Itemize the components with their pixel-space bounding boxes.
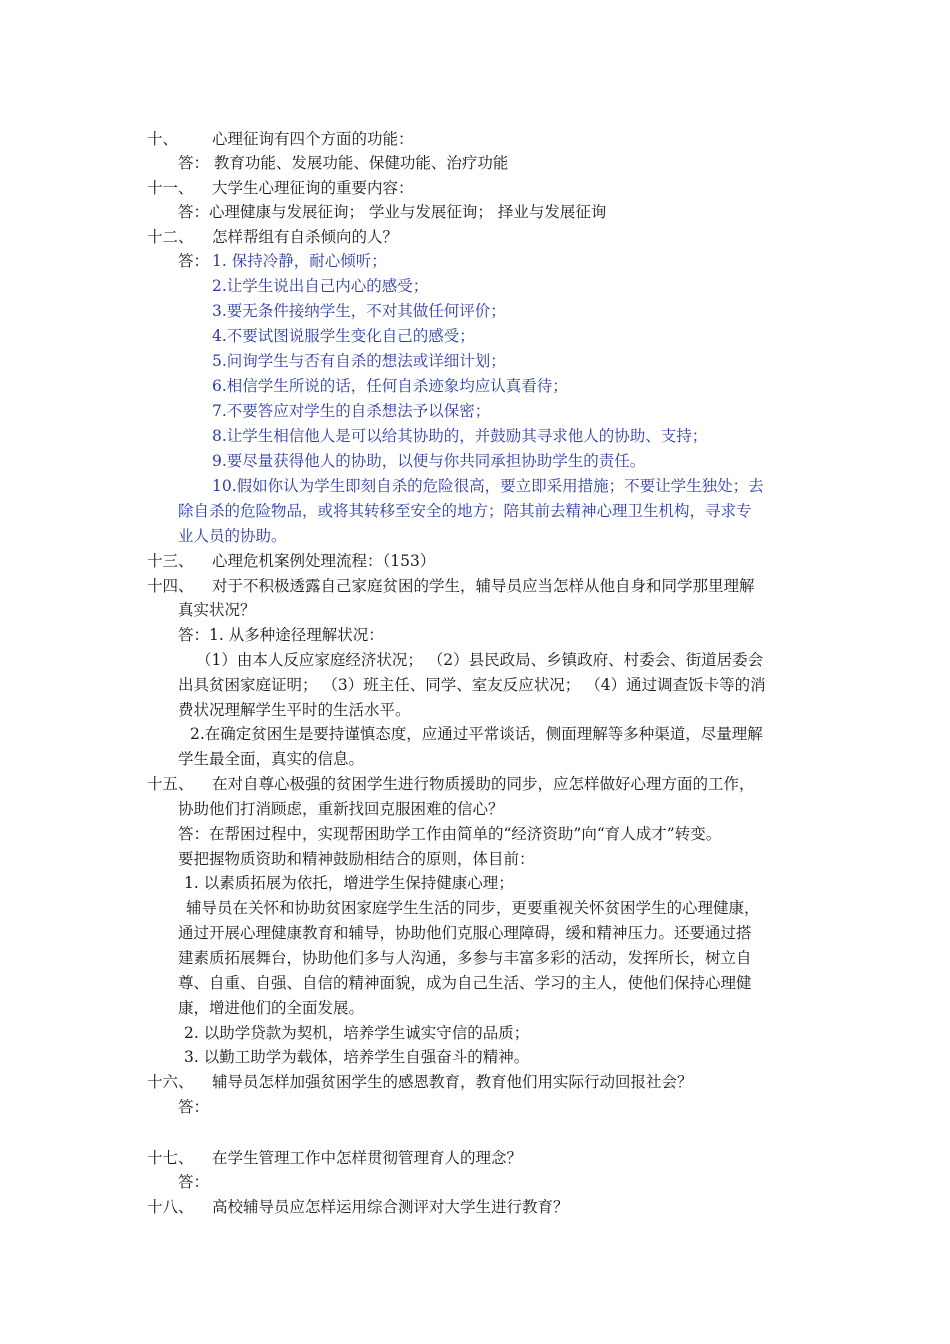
question-text: 在学生管理工作中怎样贯彻管理育人的理念？ [212, 1149, 523, 1167]
section-number: 十一、 [147, 179, 194, 197]
answer-text: 答： [178, 1098, 210, 1116]
section-number: 十六、 [147, 1073, 194, 1091]
question-text: 怎样帮组有自杀倾向的人？ [212, 228, 399, 246]
answer-item: 5.问询学生与否有自杀的想法或详细计划； [212, 352, 506, 370]
question-text: 辅导员怎样加强贫困学生的感恩教育，教育他们用实际行动回报社会？ [212, 1073, 693, 1091]
question-text: 心理征询有四个方面的功能： [212, 130, 414, 148]
answer-text: 答：1. 从多种途径理解状况： [178, 626, 384, 644]
answer-text: 通过开展心理健康教育和辅导，协助他们克服心理障碍，缓和精神压力。还要通过搭 [178, 924, 752, 942]
section-number: 十二、 [147, 228, 194, 246]
answer-item: 6.相信学生所说的话，任何自杀迹象均应认真看待； [212, 377, 568, 395]
answer-text: 3. 以勤工助学为载体，培养学生自强奋斗的精神。 [184, 1048, 530, 1066]
answer-item: 7.不要答应对学生的自杀想法予以保密； [212, 402, 491, 420]
answer-text: 答：在帮困过程中，实现帮困助学工作由简单的“经济资助”向“育人成才”转变。 [178, 825, 722, 843]
answer-text: 学生最全面，真实的信息。 [178, 750, 365, 768]
answer-item: 1. 保持冷静，耐心倾听； [212, 252, 387, 270]
answer-item: 9.要尽量获得他人的协助，以便与你共同承担协助学生的责任。 [212, 452, 646, 470]
answer-text: 出具贫困家庭证明； （3）班主任、同学、室友反应状况； （4）通过调查饭卡等的消 [178, 676, 766, 694]
answer-text: 尊、自重、自强、自信的精神面貌，成为自己生活、学习的主人，使他们保持心理健 [178, 974, 752, 992]
answer-text: 建素质拓展舞台，协助他们多与人沟通，多参与丰富多彩的活动，发挥所长，树立自 [178, 949, 752, 967]
answer-item: 业人员的协助。 [178, 527, 287, 545]
question-text: 对于不积极透露自己家庭贫困的学生，辅导员应当怎样从他自身和同学那里理解 [212, 577, 755, 595]
section-number: 十五、 [147, 775, 194, 793]
answer-item: 8.让学生相信他人是可以给其协助的，并鼓励其寻求他人的协助、支持； [212, 427, 708, 445]
answer-text: 1. 以素质拓展为依托，增进学生保持健康心理； [184, 874, 514, 892]
answer-text: 2. 以助学贷款为契机，培养学生诚实守信的品质； [184, 1024, 530, 1042]
answer-item: 2.让学生说出自己内心的感受； [212, 277, 429, 295]
section-number: 十三、 [147, 552, 194, 570]
answer-item: 10.假如你认为学生即刻自杀的危险很高，要立即采用措施；不要让学生独处；去 [212, 477, 764, 495]
answer-text: 费状况理解学生平时的生活水平。 [178, 701, 411, 719]
answer-text: 答： 教育功能、发展功能、保健功能、治疗功能 [178, 154, 509, 172]
question-text: 协助他们打消顾虑，重新找回克服困难的信心？ [178, 800, 504, 818]
question-text: 真实状况？ [178, 601, 256, 619]
section-number: 十、 [147, 130, 179, 148]
answer-text: 答：心理健康与发展征询； 学业与发展征询； 择业与发展征询 [178, 203, 607, 221]
question-text: 高校辅导员应怎样运用综合测评对大学生进行教育？ [212, 1198, 569, 1216]
section-number: 十七、 [147, 1149, 194, 1167]
answer-text: 答： [178, 1173, 210, 1191]
question-text: 心理危机案例处理流程：（153） [212, 552, 436, 570]
answer-item: 3.要无条件接纳学生，不对其做任何评价； [212, 302, 506, 320]
question-text: 在对自尊心极强的贫困学生进行物质援助的同步，应怎样做好心理方面的工作， [212, 775, 755, 793]
question-text: 大学生心理征询的重要内容： [212, 179, 414, 197]
answer-item: 4.不要试图说服学生变化自己的感受； [212, 327, 475, 345]
answer-text: 要把握物质资助和精神鼓励相结合的原则，体目前： [178, 850, 535, 868]
answer-text: （1）由本人反应家庭经济状况； （2）县民政局、乡镇政府、村委会、街道居委会 [196, 651, 764, 669]
answer-item: 除自杀的危险物品，或将其转移至安全的地方；陪其前去精神心理卫生机构，寻求专 [178, 502, 752, 520]
answer-prefix: 答： [178, 252, 210, 270]
answer-text: 康，增进他们的全面发展。 [178, 999, 365, 1017]
answer-text: 辅导员在关怀和协助贫困家庭学生生活的同步，更要重视关怀贫困学生的心理健康， [186, 899, 760, 917]
section-number: 十八、 [147, 1198, 194, 1216]
section-number: 十四、 [147, 577, 194, 595]
answer-text: 2.在确定贫困生是要持谨慎态度，应通过平常谈话，侧面理解等多种渠道，尽量理解 [190, 725, 763, 743]
